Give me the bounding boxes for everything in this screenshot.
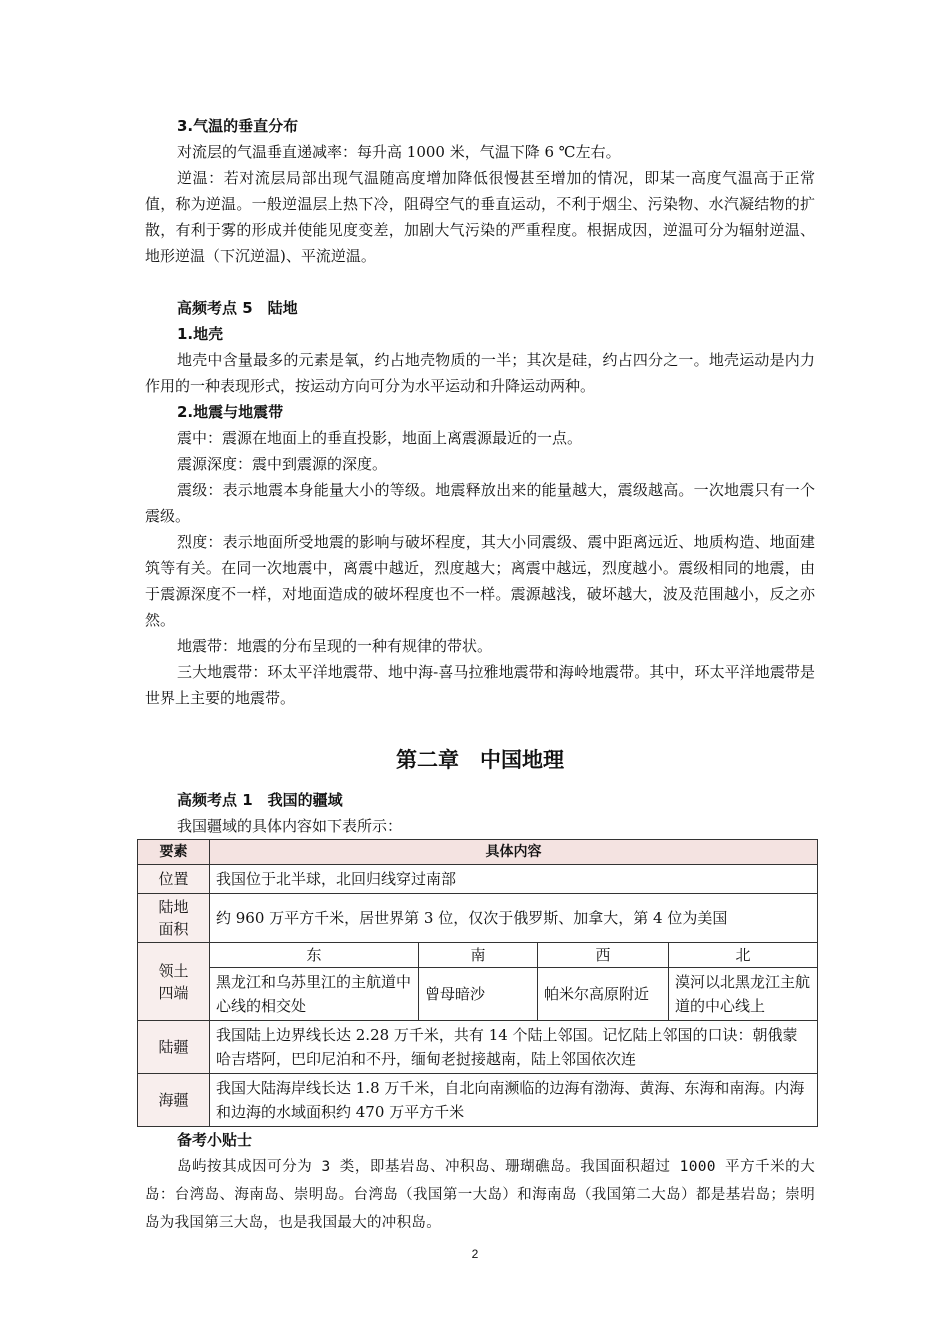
table-row <box>138 894 818 943</box>
extremity-north: 漠河以北黑龙江主航道的中心线上 <box>669 968 818 1021</box>
row-key <box>138 943 210 1021</box>
table-row <box>138 1021 818 1074</box>
row-key <box>138 894 210 943</box>
territory-table <box>137 839 818 1127</box>
extremity-east: 黑龙江和乌苏里江的主航道中心线的相交处 <box>210 968 419 1021</box>
direction-row <box>210 943 817 968</box>
paragraph: 对流层的气温垂直递减率：每升高 1000 米，气温下降 6 ℃左右。 <box>177 143 621 161</box>
row-value: 我国位于北半球，北回归线穿过南部 <box>210 865 818 894</box>
row-key-text: 领土四端 <box>158 961 189 1002</box>
table-header-key: 要素 <box>138 840 210 865</box>
paragraph: 震级：表示地震本身能量大小的等级。地震释放出来的能量越大，震级越高。一次地震只有一个震级。 <box>145 481 815 525</box>
direction-north: 北 <box>669 943 818 968</box>
section-heading: 高频考点 5 陆地 <box>177 299 298 317</box>
table-header-row <box>138 840 818 865</box>
paragraph: 地震带：地震的分布呈现的一种有规律的带状。 <box>177 637 493 655</box>
section-heading: 3.气温的垂直分布 <box>177 117 299 135</box>
paragraph: 烈度：表示地面所受地震的影响与破坏程度，其大小同震级、震中距离远近、地质构造、地面建筑等有关。在同一次地震中，离震中越近，烈度越大；离震中越远，烈度越小。震级相同的地震，由于震源深度不一样，对地面造成的破坏程度也不一样。震源越浅，破坏越大，波及范围越小，反之亦然。 <box>145 533 815 629</box>
direction-west: 西 <box>538 943 669 968</box>
direction-east: 东 <box>210 943 419 968</box>
row-value: 约 960 万平方千米，居世界第 3 位，仅次于俄罗斯、加拿大，第 4 位为美国 <box>210 894 818 943</box>
table-row <box>138 943 818 1021</box>
row-key: 陆疆 <box>138 1021 210 1074</box>
page-content <box>145 113 815 1237</box>
table-row <box>138 865 818 894</box>
table-row <box>138 1074 818 1127</box>
tips-heading: 备考小贴士 <box>177 1131 253 1149</box>
subsection-heading: 2.地震与地震带 <box>177 403 284 421</box>
row-value: 我国大陆海岸线长达 1.8 万千米，自北向南濒临的边海有渤海、黄海、东海和南海。内海和边海的水域面积约 470 万平方千米 <box>210 1074 818 1127</box>
table-header-value: 具体内容 <box>210 840 818 865</box>
section-heading: 高频考点 1 我国的疆域 <box>177 791 343 809</box>
study-tips <box>145 1127 815 1237</box>
subsection-heading: 1.地壳 <box>177 325 224 343</box>
row-value: 我国陆上边界线长达 2.28 万千米，共有 14 个陆上邻国。记忆陆上邻国的口诀：朝俄蒙哈吉塔阿，巴印尼泊和不丹，缅甸老挝接越南，陆上邻国依次连 <box>210 1021 818 1074</box>
paragraph: 逆温：若对流层局部出现气温随高度增加降低很慢甚至增加的情况，即某一高度气温高于正常值，称为逆温。一般逆温层上热下冷，阻碍空气的垂直运动，不利于烟尘、污染物、水汽凝结物的扩散，有利于雾的形成并使能见度变差，加剧大气污染的严重程度。根据成因，逆温可分为辐射逆温、地形逆温（下沉逆温)、平流逆温。 <box>145 169 815 265</box>
table-intro: 我国疆域的具体内容如下表所示： <box>177 817 403 835</box>
chapter-title: 第二章 中国地理 <box>396 748 564 772</box>
paragraph: 地壳中含量最多的元素是氧，约占地壳物质的一半；其次是硅，约占四分之一。地壳运动是内力作用的一种表现形式，按运动方向可分为水平运动和升降运动两种。 <box>145 351 815 395</box>
paragraph: 震源深度：震中到震源的深度。 <box>177 455 388 473</box>
row-key: 海疆 <box>138 1074 210 1127</box>
extremity-row <box>210 968 817 1021</box>
extremity-south: 曾母暗沙 <box>419 968 538 1021</box>
page-number: 2 <box>471 1247 479 1261</box>
tips-paragraph: 岛屿按其成因可分为 3 类，即基岩岛、冲积岛、珊瑚礁岛。我国面积超过 1000 平方千米的大岛：台湾岛、海南岛、崇明岛。台湾岛（我国第一大岛）和海南岛（我国第二大岛）都是基岩岛；崇明岛为我国第三大岛，也是我国最大的冲积岛。 <box>145 1159 815 1231</box>
paragraph: 三大地震带：环太平洋地震带、地中海-喜马拉雅地震带和海岭地震带。其中，环太平洋地震带是世界上主要的地震带。 <box>145 663 815 707</box>
row-key: 位置 <box>138 865 210 894</box>
direction-south: 南 <box>419 943 538 968</box>
extremities-cell <box>210 943 818 1021</box>
row-key-text: 陆地面积 <box>158 898 189 938</box>
paragraph: 震中：震源在地面上的垂直投影，地面上离震源最近的一点。 <box>177 429 583 447</box>
extremity-west: 帕米尔高原附近 <box>538 968 669 1021</box>
extremities-table <box>210 943 817 1020</box>
